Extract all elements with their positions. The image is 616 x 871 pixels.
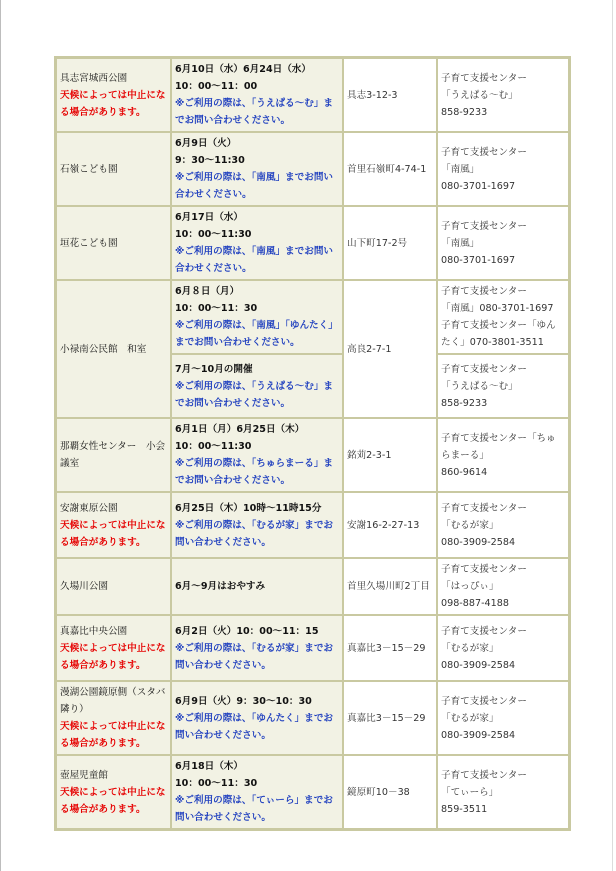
- contact-cell: [437, 280, 569, 354]
- date-line: 6月18日（木）: [175, 761, 243, 772]
- date-cell: [171, 558, 343, 615]
- table-row: [56, 615, 569, 681]
- page-right-edge: [612, 0, 613, 871]
- place-name: 小禄南公民館 和室: [60, 343, 147, 355]
- place-name: 漫湖公園鏡原側（スタバ隣り）: [60, 687, 166, 715]
- contact-phone: 859-3511: [441, 803, 488, 815]
- date-cell: [171, 418, 343, 492]
- table-row: [56, 132, 569, 206]
- address-cell: 山下町17-2号: [343, 206, 437, 280]
- place-name: 石嶺こども園: [60, 163, 118, 175]
- date-line: 6月1日（月）6月25日（木）: [175, 424, 305, 435]
- address-cell: 首里久場川町2丁目: [343, 558, 437, 615]
- address-cell: 具志3-12-3: [343, 58, 437, 132]
- table-row: [56, 492, 569, 558]
- contact-line: 子育て支援センター「ちゅらまーる」: [441, 432, 556, 461]
- place-cell: [56, 58, 171, 132]
- date-cell: [171, 132, 343, 206]
- place-cell: [56, 206, 171, 280]
- date-cell: [171, 755, 343, 829]
- contact-phone: 860-9614: [441, 466, 488, 478]
- contact-phone: 858-9233: [441, 397, 488, 409]
- address-cell: 高良2-7-1: [343, 280, 437, 418]
- contact-cell: [437, 558, 569, 615]
- inquiry-note: ※ご利用の際は、「むるが家」までお問い合わせください。: [175, 642, 334, 671]
- schedule-table: [54, 56, 571, 831]
- place-name: 真嘉比中央公園: [60, 625, 128, 637]
- address-cell: 真嘉比3－15－29: [343, 681, 437, 755]
- address-cell: 安謝16-2-27-13: [343, 492, 437, 558]
- place-name: 那覇女性センター 小会議室: [60, 441, 166, 469]
- inquiry-note: ※ご利用の際は、「うえぱる～む」までお問い合わせください。: [175, 380, 334, 409]
- address-cell: 首里石嶺町4-74-1: [343, 132, 437, 206]
- contact-cell: [437, 58, 569, 132]
- weather-warning: 天候によっては中止になる場合があります。: [60, 786, 166, 815]
- contact-cell: [437, 615, 569, 681]
- weather-warning: 天候によっては中止になる場合があります。: [60, 519, 166, 548]
- contact-line: 子育て支援センター: [441, 769, 527, 781]
- contact-line: 子育て支援センター: [441, 363, 527, 375]
- contact-line: 子育て支援センター: [441, 146, 527, 158]
- date-cell: [171, 681, 343, 755]
- place-name: 久場川公園: [60, 581, 108, 592]
- contact-cell: [437, 681, 569, 755]
- place-cell: [56, 615, 171, 681]
- inquiry-note: ※ご利用の際は、「ゆんたく」までお問い合わせください。: [175, 712, 334, 741]
- time-line: 10：00～11：30: [175, 778, 258, 789]
- table-row: [56, 280, 569, 354]
- contact-line: 「むるが家」: [441, 642, 499, 654]
- contact-line: 「うえぱる～む」: [441, 89, 518, 101]
- weather-warning: 天候によっては中止になる場合があります。: [60, 721, 166, 749]
- contact-line: 子育て支援センター: [441, 695, 527, 707]
- inquiry-note: ※ご利用の際は、「むるが家」までお問い合わせください。: [175, 519, 334, 548]
- time-line: 10：00～11：30: [175, 303, 258, 314]
- place-cell: [56, 558, 171, 615]
- table-row: [56, 58, 569, 132]
- contact-cell: [437, 755, 569, 829]
- contact-cell: [437, 418, 569, 492]
- contact-line: 子育て支援センター: [441, 502, 527, 514]
- table-row: [56, 418, 569, 492]
- address-cell: 真嘉比3－15－29: [343, 615, 437, 681]
- date-line: 6月８日（月）: [175, 286, 240, 297]
- table-row: [56, 206, 569, 280]
- contact-phone: 080-3701-1697: [441, 254, 516, 266]
- contact-phone: 098-887-4188: [441, 598, 509, 609]
- table-row: [56, 755, 569, 829]
- date-cell: [171, 58, 343, 132]
- date-line: 6月9日（火）: [175, 138, 237, 149]
- table-row: [56, 558, 569, 615]
- contact-phone: 858-9233: [441, 106, 488, 118]
- contact-cell: [437, 354, 569, 418]
- contact-phone: 080-3701-1697: [441, 180, 516, 192]
- weather-warning: 天候によっては中止になる場合があります。: [60, 89, 166, 118]
- contact-line: 子育て支援センター: [441, 72, 527, 84]
- contact-line: 子育て支援センター「ゆんたく」070-3801-3511: [441, 320, 556, 348]
- date-line: 6月～9月はおやすみ: [175, 581, 266, 592]
- time-line: 10：00～11:30: [175, 441, 252, 452]
- contact-line: 「南風」080-3701-1697: [441, 303, 554, 314]
- inquiry-note: ※ご利用の際は、「南風」までお問い合わせください。: [175, 172, 334, 200]
- address-cell: 銘苅2-3-1: [343, 418, 437, 492]
- place-name: 安謝東原公園: [60, 502, 118, 514]
- contact-line: 「南風」: [441, 163, 480, 175]
- place-cell: [56, 492, 171, 558]
- date-line: 6月17日（水）: [175, 212, 243, 223]
- contact-cell: [437, 492, 569, 558]
- contact-line: 「南風」: [441, 237, 480, 249]
- date-line: 6月25日（木）10時～11時15分: [175, 502, 322, 514]
- contact-phone: 080-3909-2584: [441, 729, 516, 741]
- weather-warning: 天候によっては中止になる場合があります。: [60, 642, 166, 671]
- inquiry-note: ※ご利用の際は、「うえぱる～む」までお問い合わせください。: [175, 98, 334, 126]
- contact-cell: [437, 132, 569, 206]
- date-line: 7月～10月の開催: [175, 363, 253, 375]
- contact-line: 子育て支援センター: [441, 625, 527, 637]
- inquiry-note: ※ご利用の際は、「ちゅらまーる」までお問い合わせください。: [175, 458, 334, 486]
- inquiry-note: ※ご利用の際は、「てぃーら」までお問い合わせください。: [175, 795, 333, 823]
- contact-line: 「むるが家」: [441, 519, 499, 531]
- time-line: 9：30～11:30: [175, 155, 245, 166]
- page-left-edge: [0, 0, 1, 871]
- date-line: 6月10日（水）6月24日（水）: [175, 64, 311, 75]
- date-line: 6月9日（火）9：30～10：30: [175, 695, 312, 707]
- place-cell: [56, 280, 171, 418]
- inquiry-note: ※ご利用の際は、「南風」までお問い合わせください。: [175, 246, 334, 274]
- time-line: 10：00～11:30: [175, 229, 252, 240]
- place-cell: [56, 132, 171, 206]
- contact-line: 子育て支援センター: [441, 286, 527, 297]
- place-name: 具志宮城西公園: [60, 72, 128, 84]
- address-cell: 鏡原町10－38: [343, 755, 437, 829]
- contact-line: 子育て支援センター: [441, 220, 527, 232]
- place-name: 壺屋児童館: [60, 769, 108, 781]
- time-line: 10：00～11：00: [175, 81, 258, 92]
- contact-phone: 080-3909-2584: [441, 659, 516, 671]
- contact-line: 「うえぱる～む」: [441, 380, 518, 392]
- place-cell: [56, 418, 171, 492]
- date-cell: [171, 492, 343, 558]
- date-cell: [171, 354, 343, 418]
- date-cell: [171, 206, 343, 280]
- contact-cell: [437, 206, 569, 280]
- date-cell: [171, 280, 343, 354]
- contact-line: 「はっぴぃ」: [441, 581, 499, 592]
- date-line: 6月2日（火）10：00～11：15: [175, 625, 319, 637]
- place-cell: [56, 681, 171, 755]
- date-cell: [171, 615, 343, 681]
- contact-line: 子育て支援センター: [441, 564, 527, 575]
- contact-line: 「てぃーら」: [441, 786, 499, 798]
- place-cell: [56, 755, 171, 829]
- contact-line: 「むるが家」: [441, 712, 499, 724]
- table-row: [56, 681, 569, 755]
- contact-phone: 080-3909-2584: [441, 536, 516, 548]
- inquiry-note: ※ご利用の際は、「南風」「ゆんたく」までお問い合わせください。: [175, 320, 338, 348]
- place-name: 垣花こども園: [60, 237, 118, 249]
